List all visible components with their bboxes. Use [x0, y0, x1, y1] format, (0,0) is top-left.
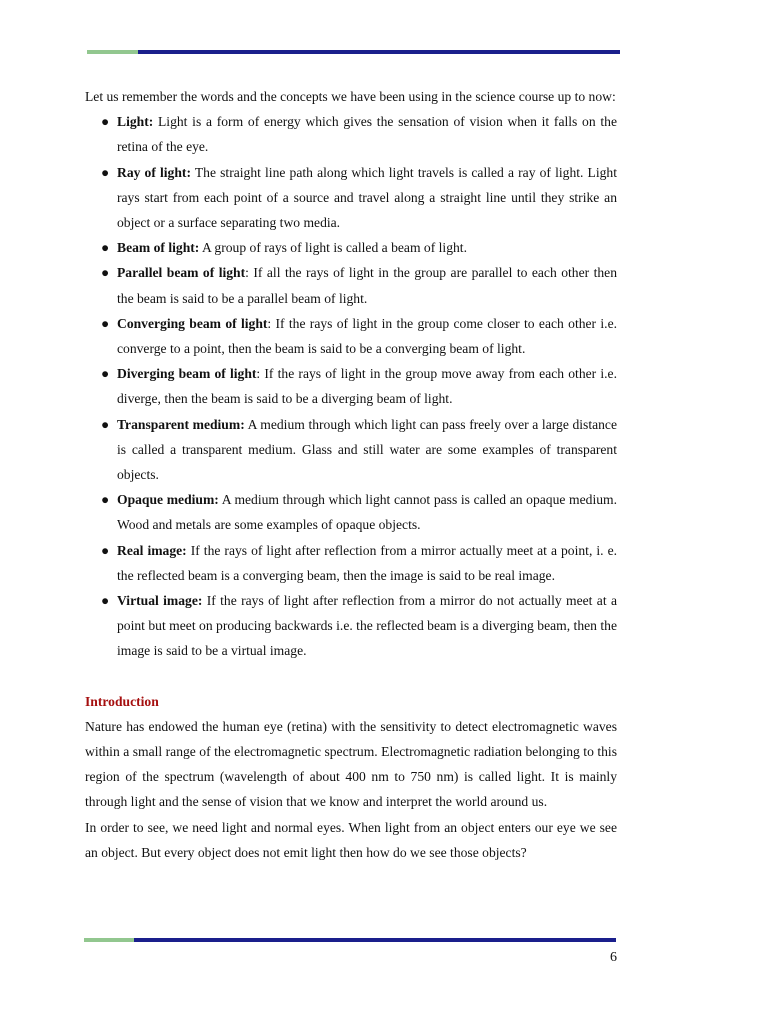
top-rule-green-segment	[87, 50, 138, 54]
concept-definition: If the rays of light after reflection from a mirror do not actually meet at a point but meet on producing backwards i.e. the reflected beam is a diverging beam, then the image is said to be a virtual image.	[117, 593, 617, 659]
concept-term: Transparent medium:	[117, 416, 245, 432]
concept-definition: : If all the rays of light in the group are parallel to each other then the beam is said to be a parallel beam of light.	[117, 265, 618, 306]
concept-term: Light:	[117, 114, 154, 130]
concept-definition: A group of rays of light is called a beam of light.	[199, 240, 467, 256]
concept-term: Ray of light:	[117, 164, 191, 180]
bullet-icon: ●	[101, 315, 110, 331]
concept-term: Converging beam of light	[117, 315, 268, 331]
concept-item-opaque-medium	[85, 487, 617, 537]
concept-definition: A medium through which light can pass freely over a large distance is called a transparent medium. Glass and still water are some examples of transparent objects.	[117, 416, 618, 483]
bullet-icon: ●	[101, 366, 110, 382]
intro-paragraph: Let us remember the words and the concepts we have been using in the science course up to now:	[85, 89, 616, 104]
concept-item-ray-of-light	[85, 160, 617, 236]
concept-list	[85, 109, 617, 663]
concept-term: Virtual image:	[117, 593, 203, 609]
body-paragraph: In order to see, we need light and normal eyes. When light from an object enters our eye we see an object. But every object does not emit light then how do we see those objects?	[85, 819, 617, 860]
concept-item-converging-beam	[85, 311, 617, 361]
concept-term: Beam of light:	[117, 240, 200, 256]
concept-item-transparent-medium	[85, 412, 617, 488]
top-rule-blue-segment	[138, 50, 620, 54]
concept-definition: Light is a form of energy which gives the sensation of vision when it falls on the retina of the eye.	[117, 114, 617, 155]
bottom-rule	[84, 938, 616, 942]
bullet-icon: ●	[101, 416, 110, 432]
bullet-icon: ●	[101, 593, 110, 609]
concept-item-real-image	[85, 538, 617, 588]
page-number: 6	[610, 950, 617, 965]
bullet-icon: ●	[101, 542, 110, 558]
concept-item-parallel-beam	[85, 260, 617, 310]
concept-term: Diverging beam of light	[117, 366, 257, 382]
bullet-icon: ●	[101, 240, 110, 256]
bullet-icon: ●	[101, 492, 110, 508]
concept-term: Parallel beam of light	[117, 265, 246, 281]
concept-item-light	[85, 109, 617, 159]
concept-definition: A medium through which light cannot pass is called an opaque medium. Wood and metals are some examples of opaque objects.	[117, 492, 618, 533]
bullet-icon: ●	[101, 114, 110, 130]
bottom-rule-green-segment	[84, 938, 134, 942]
concept-definition: The straight line path along which light travels is called a ray of light. Light rays start from each point of a source and travel along a straight line until they strike an object or a surface separating two media.	[117, 164, 617, 231]
section-heading: Introduction	[85, 693, 159, 709]
concept-term: Opaque medium:	[117, 492, 219, 508]
concept-item-beam-of-light	[85, 235, 617, 260]
top-rule	[87, 50, 620, 54]
concept-definition: : If the rays of light in the group come closer to each other i.e. converge to a point, then the beam is said to be a converging beam of light.	[117, 315, 617, 357]
bullet-icon: ●	[101, 265, 110, 281]
concept-term: Real image:	[117, 542, 187, 558]
concept-item-diverging-beam	[85, 361, 617, 411]
body-paragraph: Nature has endowed the human eye (retina) with the sensitivity to detect electromagnetic waves within a small range of the electromagnetic spectrum. Electromagnetic radiation belonging to this region of the spectrum (wavelength of about 400 nm to 750 nm) is called light. It is mainly through light and the sense of vision that we know and interpret the world around us.	[85, 718, 617, 810]
bullet-icon: ●	[101, 164, 110, 180]
page-content	[85, 84, 617, 865]
bottom-rule-blue-segment	[134, 938, 616, 942]
concept-item-virtual-image	[85, 588, 617, 664]
concept-definition: : If the rays of light in the group move away from each other i.e. diverge, then the beam is said to be a diverging beam of light.	[117, 366, 617, 407]
concept-definition: If the rays of light after reflection from a mirror actually meet at a point, i. e. the reflected beam is a converging beam, then the image is said to be real image.	[117, 542, 617, 583]
